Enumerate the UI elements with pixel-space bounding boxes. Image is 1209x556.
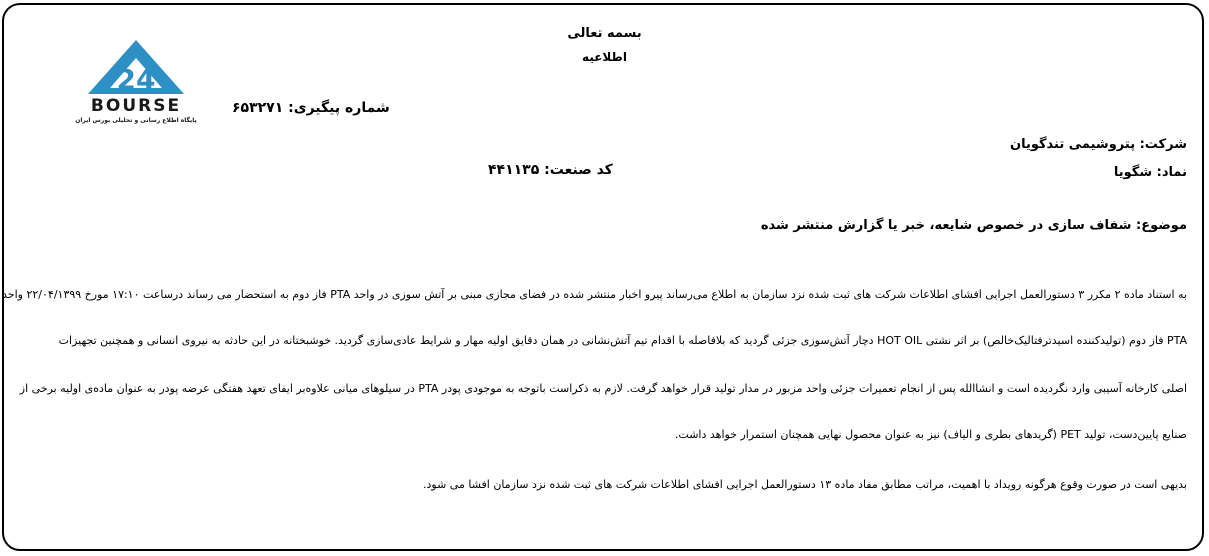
- announcement-title: اطلاعیه: [582, 50, 627, 64]
- subject-line: موضوع: شفاف سازی در خصوص شایعه، خبر یا گزارش منتشر شده: [760, 218, 1187, 233]
- stock-symbol: نماد: شگویا: [1113, 165, 1187, 180]
- bismillah-heading: بسمه تعالی: [567, 26, 642, 41]
- body-line-4: صنایع پایین‌دست، تولید PET (گریدهای بطری و الیاف) نیز به عنوان محصول نهایی همچنان استمرار خواهد داشت.: [674, 428, 1187, 441]
- bourse24-logo: [62, 36, 210, 126]
- bourse24-logo-graphic: [62, 36, 210, 126]
- body-line-3: اصلی کارخانه آسیبی وارد نگردیده است و انشاالله پس از انجام تعمیرات جزئی واحد مزبور در مدار تولید قرار خواهد گرفت. لازم به ذکراست باتوجه به موجودی پودر PTA در سیلوهای میانی علاوه‌بر ایفای تعهد هفتگی عرضه پودر به عنوان ماده‌ی اولیه برخی از: [19, 382, 1187, 395]
- tracking-number: شماره پیگیری: ۶۵۳۲۷۱: [232, 100, 390, 116]
- body-line-1: به استناد ماده ۲ مکرر ۳ دستورالعمل اجرایی افشای اطلاعات شرکت های ثبت شده نزد سازمان به اطلاع می‌رساند پیرو اخبار منتشر شده در فضای مجازی مبنی بر آتش سوزی در واحد PTA فاز دوم به استحضار می رساند درساعت ۱۷:۱۰ مورخ ۲۲/۰۴/۱۳۹۹ واحد: [2, 288, 1187, 301]
- industry-code: کد صنعت: ۴۴۱۱۳۵: [488, 162, 613, 178]
- body-line-2: PTA فاز دوم (تولیدکننده اسیدترفتالیک‌خالص) بر اثر نشتی HOT OIL دچار آتش‌سوزی جزئی گردید که بلافاصله با اقدام تیم آتش‌نشانی در همان دقایق اولیه مهار و شرایط عادی‌سازی گردید. خوشبختانه در این حادثه به نیروی انسانی و همچنین تجهیزات: [58, 334, 1187, 347]
- logo-number: 24: [116, 63, 156, 96]
- company-name: شرکت: پتروشیمی تندگویان: [1009, 137, 1187, 152]
- logo-wordmark: BOURSE: [90, 96, 182, 116]
- body-line-5: بدیهی است در صورت وقوع هرگونه رویداد با اهمیت، مراتب مطابق مفاد ماده ۱۳ دستورالعمل اجرایی افشای اطلاعات شرکت های ثبت شده نزد سازمان افشا می شود.: [423, 478, 1187, 491]
- logo-caption: پایگاه اطلاع رسانی و تحلیلی بورس ایران: [75, 117, 197, 124]
